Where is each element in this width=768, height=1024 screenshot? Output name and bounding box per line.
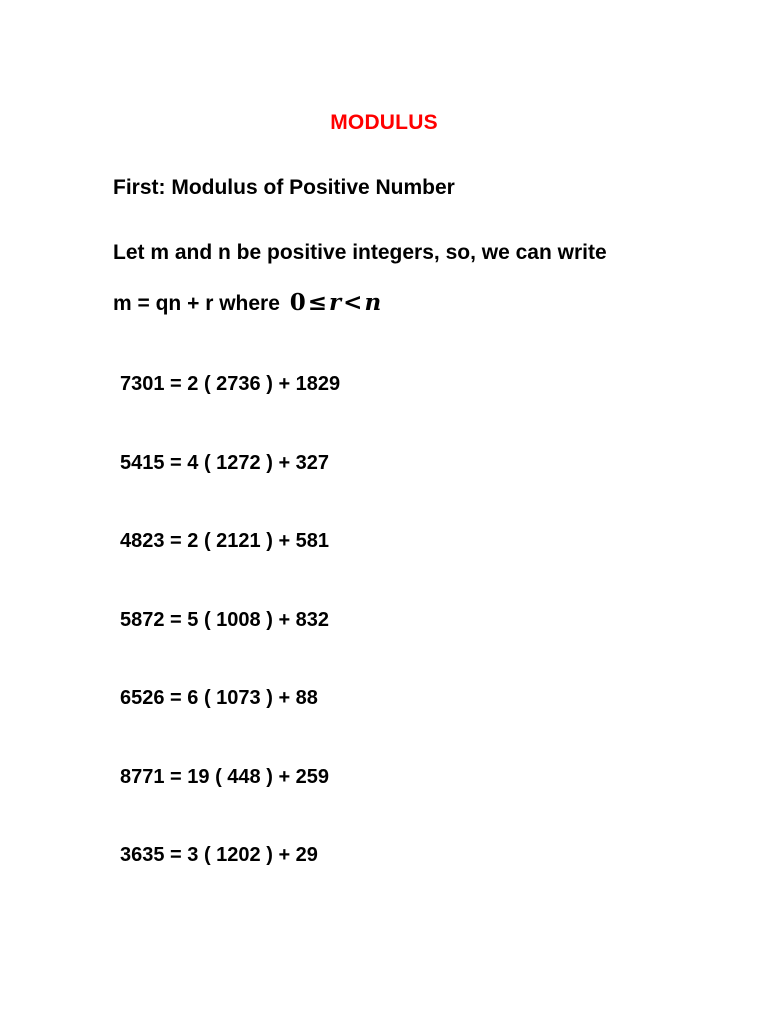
example-equation: 5872 = 5 ( 1008 ) + 832 bbox=[120, 608, 330, 631]
example-equation: 4823 = 2 ( 2121 ) + 581 bbox=[120, 530, 330, 552]
example-list bbox=[120, 373, 340, 923]
page-title: MODULUS bbox=[330, 111, 438, 134]
section-heading: First: Modulus of Positive Number bbox=[113, 176, 455, 199]
intro-text: Let m and n be positive integers, so, we can write bbox=[113, 241, 607, 264]
remainder-condition bbox=[290, 289, 383, 316]
example-equation: 5415 = 4 ( 1272 ) + 327 bbox=[120, 451, 330, 474]
example-equation: 7301 = 2 ( 2736 ) + 1829 bbox=[120, 373, 341, 395]
division-formula bbox=[113, 289, 383, 316]
formula-text: m = qn + r where bbox=[113, 292, 280, 315]
example-equation: 8771 = 19 ( 448 ) + 259 bbox=[120, 765, 330, 788]
condition-n: n bbox=[364, 289, 384, 316]
example-equation: 6526 = 6 ( 1073 ) + 88 bbox=[120, 687, 318, 709]
condition-r: r bbox=[329, 289, 344, 316]
example-equation: 3635 = 3 ( 1202 ) + 29 bbox=[120, 844, 318, 866]
condition-zero: 0 bbox=[289, 289, 308, 316]
condition-lt-symbol: < bbox=[343, 289, 365, 316]
condition-leq-symbol: ≤ bbox=[307, 289, 330, 316]
